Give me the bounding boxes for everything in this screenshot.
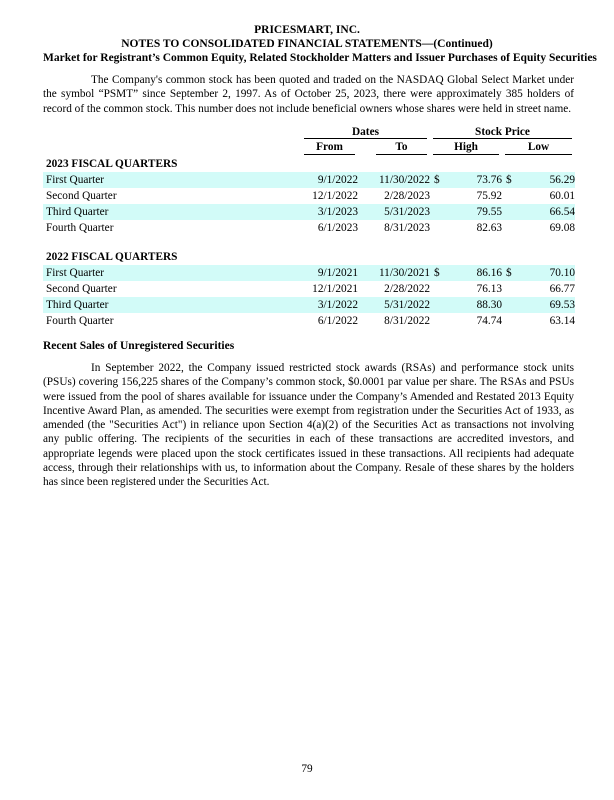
- low-price: 56.29: [518, 172, 575, 188]
- quarter-label: Third Quarter: [43, 297, 301, 313]
- currency-symbol: [502, 297, 518, 313]
- from-date: 12/1/2021: [312, 283, 358, 295]
- company-name: PRICESMART, INC.: [254, 24, 360, 36]
- high-price: 75.92: [476, 190, 502, 202]
- low-price: 63.14: [549, 315, 575, 327]
- currency-symbol: [430, 297, 446, 313]
- market-section-title: Market for Registrant’s Common Equity, Related Stockholder Matters and Issuer Purchases of Equity Securities: [43, 52, 597, 64]
- to-date: 11/30/2022: [373, 172, 430, 188]
- currency-symbol: [502, 188, 518, 204]
- fiscal-group-title: 2022 FISCAL QUARTERS: [46, 251, 178, 263]
- stock-price-group-header: Stock Price: [430, 124, 575, 140]
- table-row: [43, 220, 575, 236]
- recent-sales-title: Recent Sales of Unregistered Securities: [43, 340, 235, 352]
- low-header: Low: [502, 140, 575, 156]
- currency-symbol: $: [430, 265, 446, 281]
- stock-price-table: [43, 124, 575, 329]
- to-date: 8/31/2022: [384, 315, 430, 327]
- to-date: 11/30/2021: [373, 265, 430, 281]
- currency-symbol: $: [430, 172, 446, 188]
- table-row: [43, 204, 575, 220]
- from-date: 9/1/2022: [301, 172, 358, 188]
- quarter-label: First Quarter: [43, 172, 301, 188]
- currency-symbol: [430, 220, 446, 236]
- dates-group-header: Dates: [301, 124, 430, 140]
- table-row: [43, 265, 575, 281]
- to-date: 5/31/2022: [373, 297, 430, 313]
- table-row: [43, 313, 575, 329]
- from-date: 3/1/2023: [301, 204, 358, 220]
- quarter-label: Fourth Quarter: [46, 315, 114, 327]
- low-price: 69.53: [518, 297, 575, 313]
- to-date: 2/28/2023: [384, 190, 430, 202]
- fiscal-group-title: 2023 FISCAL QUARTERS: [46, 158, 178, 170]
- from-header: From: [301, 140, 358, 156]
- currency-symbol: $: [502, 265, 518, 281]
- low-price: 66.54: [518, 204, 575, 220]
- quarter-label: Second Quarter: [46, 190, 117, 202]
- high-price: 82.63: [476, 222, 502, 234]
- to-date: 8/31/2023: [384, 222, 430, 234]
- high-price: 76.13: [476, 283, 502, 295]
- quarter-label: Third Quarter: [43, 204, 301, 220]
- high-price: 73.76: [446, 172, 502, 188]
- currency-symbol: [502, 313, 518, 329]
- currency-symbol: [502, 204, 518, 220]
- high-price: 79.55: [446, 204, 502, 220]
- quarter-label: First Quarter: [43, 265, 301, 281]
- table-row: [43, 172, 575, 188]
- high-price: 88.30: [446, 297, 502, 313]
- from-date: 12/1/2022: [312, 190, 358, 202]
- from-date: 6/1/2023: [317, 222, 358, 234]
- to-date: 5/31/2023: [373, 204, 430, 220]
- table-row: [43, 281, 575, 297]
- currency-symbol: [430, 281, 446, 297]
- page-number: 79: [301, 763, 313, 775]
- high-header: High: [430, 140, 502, 156]
- table-row: [43, 297, 575, 313]
- high-price: 86.16: [446, 265, 502, 281]
- low-price: 69.08: [549, 222, 575, 234]
- from-date: 6/1/2022: [317, 315, 358, 327]
- currency-symbol: [502, 220, 518, 236]
- notes-title: NOTES TO CONSOLIDATED FINANCIAL STATEMENTS—(Continued): [121, 38, 493, 50]
- low-price: 70.10: [518, 265, 575, 281]
- quarter-label: Second Quarter: [46, 283, 117, 295]
- high-price: 74.74: [476, 315, 502, 327]
- currency-symbol: [502, 281, 518, 297]
- currency-symbol: [430, 188, 446, 204]
- to-date: 2/28/2022: [384, 283, 430, 295]
- from-date: 3/1/2022: [301, 297, 358, 313]
- quarter-label: Fourth Quarter: [46, 222, 114, 234]
- low-price: 66.77: [549, 283, 575, 295]
- low-price: 60.01: [549, 190, 575, 202]
- currency-symbol: $: [502, 172, 518, 188]
- recent-sales-paragraph: In September 2022, the Company issued restricted stock awards (RSAs) and performance stock units (PSUs) covering 156,225 shares of the Company’s common stock, $0.0001 par value per share. The RSAs and PSUs were issued from the pool of shares available for issuance under the Company’s Amended and Restated 2013 Equity Incentive Award Plan, as amended. The securities were exempt from registration under the Securities Act of 1933, as amended (the "Securities Act") in reliance upon Section 4(a)(2) of the Securities Act as transactions not involving any public offering. The recipients of the securities in each of these transactions are accredited investors, and appropriate legends were placed upon the stock certificates issued in these transactions. All recipients had adequate access, through their relationships with us, to information about the Company. Resale of these shares by the holders has since been registered under the Securities Act.: [43, 362, 574, 489]
- from-date: 9/1/2021: [301, 265, 358, 281]
- market-paragraph: The Company's common stock has been quoted and traded on the NASDAQ Global Select Market under the symbol “PSMT” since September 2, 1997. As of October 25, 2023, there were approximately 385 holders of record of the common stock. This number does not include beneficial owners whose shares were held in street name.: [43, 74, 574, 115]
- currency-symbol: [430, 204, 446, 220]
- currency-symbol: [430, 313, 446, 329]
- to-header: To: [373, 140, 430, 156]
- table-row: [43, 188, 575, 204]
